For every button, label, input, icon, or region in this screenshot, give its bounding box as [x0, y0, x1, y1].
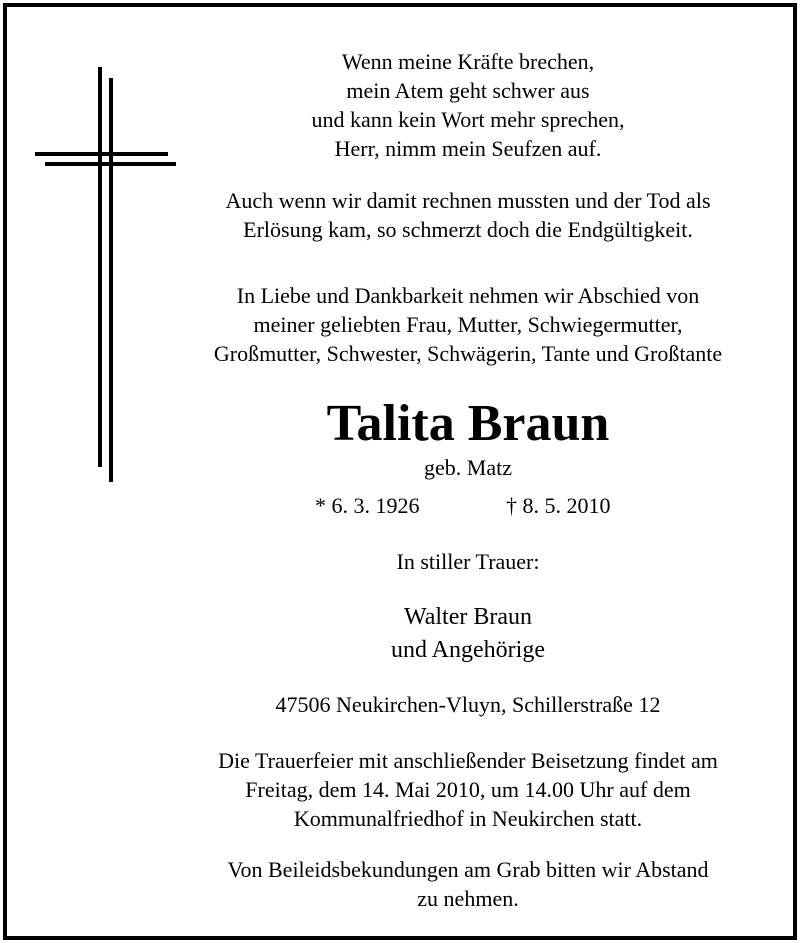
mourner-name: Walter Braun — [403, 604, 532, 630]
funeral-line: Die Trauerfeier mit anschließender Beisetzung findet am — [218, 748, 718, 773]
funeral-paragraph — [168, 746, 768, 833]
poem-line: Herr, nimm mein Seufzen auf. — [334, 136, 602, 161]
condolence-note — [168, 855, 768, 913]
intro-paragraph — [168, 186, 768, 244]
farewell-paragraph — [168, 281, 768, 368]
intro-line: Erlösung kam, so schmerzt doch die Endgültigkeit. — [243, 217, 693, 242]
farewell-line: Großmutter, Schwester, Schwägerin, Tante und Großtante — [213, 341, 723, 366]
farewell-line: meiner geliebten Frau, Mutter, Schwiegermutter, — [253, 312, 683, 337]
funeral-line: Kommunalfriedhof in Neukirchen statt. — [293, 806, 643, 831]
death-date: † 8. 5. 2010 — [506, 493, 611, 518]
mourners-list — [168, 601, 768, 667]
condolence-line: Von Beileidsbekundungen am Grab bitten wir Abstand — [227, 857, 709, 882]
birth-date: * 6. 3. 1926 — [315, 493, 420, 518]
intro-line: Auch wenn wir damit rechnen mussten und der Tod als — [225, 188, 711, 213]
mourning-label: In stiller Trauer: — [396, 549, 540, 574]
farewell-line: In Liebe und Dankbarkeit nehmen wir Abschied von — [236, 283, 700, 308]
poem-line: mein Atem geht schwer aus — [346, 78, 590, 103]
deceased-name: Talita Braun — [326, 395, 610, 452]
funeral-line: Freitag, dem 14. Mai 2010, um 14.00 Uhr auf dem — [245, 777, 691, 802]
poem-line: und kann kein Wort mehr sprechen, — [311, 107, 625, 132]
poem-line: Wenn meine Kräfte brechen, — [341, 49, 595, 74]
mourner-name: und Angehörige — [391, 637, 545, 663]
condolence-line: zu nehmen. — [417, 886, 519, 911]
birth-name: geb. Matz — [424, 455, 512, 480]
mourning-address: 47506 Neukirchen-Vluyn, Schillerstraße 12 — [275, 692, 661, 717]
poem — [168, 47, 768, 163]
